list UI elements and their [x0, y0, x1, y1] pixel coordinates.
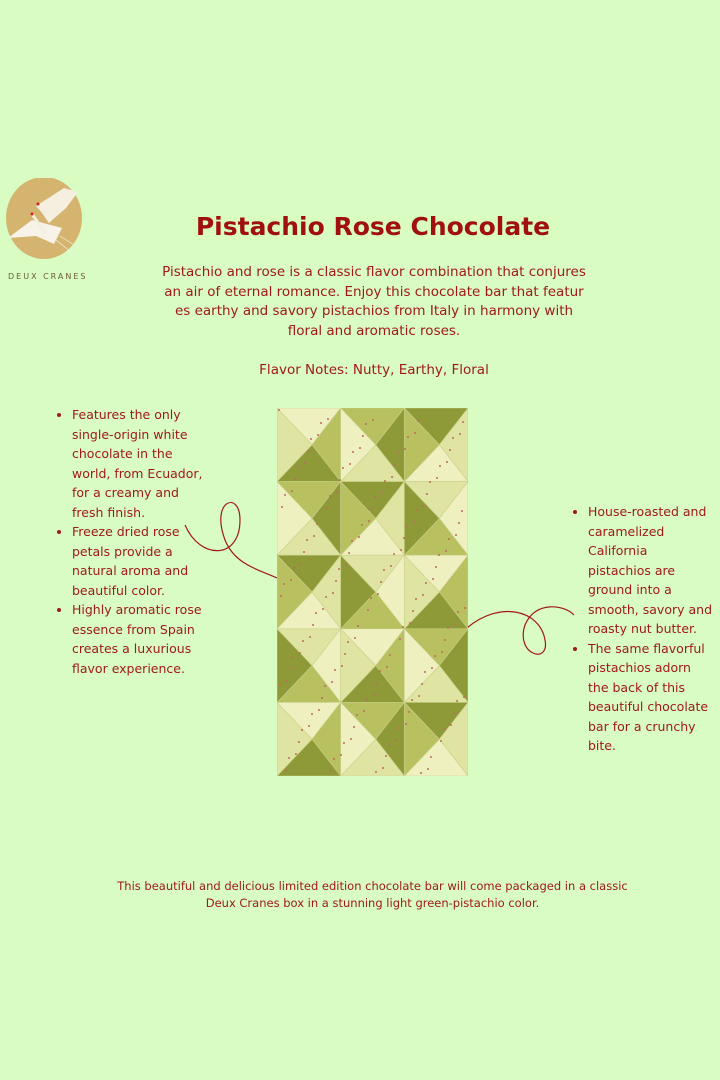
rose-petal-speck — [289, 668, 291, 670]
rose-petal-speck — [439, 465, 441, 467]
rose-petal-speck — [448, 538, 450, 540]
rose-petal-speck — [357, 625, 359, 627]
rose-petal-speck — [440, 740, 442, 742]
rose-petal-speck — [408, 711, 410, 713]
rose-petal-speck — [463, 696, 465, 698]
rose-petal-speck — [389, 654, 391, 656]
rose-petal-speck — [361, 524, 363, 526]
footer-text: This beautiful and delicious limited edition chocolate bar will come packaged in a classic Deux Cranes box in a stunning light green-pistachio color. — [117, 879, 628, 910]
rose-petal-speck — [324, 685, 326, 687]
rose-petal-speck — [326, 507, 328, 509]
rose-petal-speck — [443, 728, 445, 730]
rose-petal-speck — [356, 714, 358, 716]
rose-petal-speck — [375, 771, 377, 773]
rose-petal-speck — [371, 508, 373, 510]
rose-petal-speck — [456, 700, 458, 702]
rose-petal-speck — [458, 522, 460, 524]
chocolate-bar-image — [277, 408, 468, 776]
list-item: • Highly aromatic rose essence from Spain creates a luxurious flavor experience. — [72, 600, 210, 678]
rose-petal-speck — [302, 640, 304, 642]
rose-petal-speck — [285, 769, 287, 771]
rose-petal-speck — [311, 713, 313, 715]
rose-petal-speck — [382, 767, 384, 769]
rose-petal-speck — [284, 494, 286, 496]
rose-petal-speck — [353, 726, 355, 728]
rose-petal-speck — [462, 421, 464, 423]
rose-petal-speck — [376, 682, 378, 684]
rose-petal-speck — [405, 723, 407, 725]
rose-petal-speck — [436, 477, 438, 479]
rose-petal-speck — [454, 623, 456, 625]
rose-petal-speck — [294, 478, 296, 480]
rose-petal-speck — [383, 569, 385, 571]
rose-petal-speck — [435, 566, 437, 568]
rose-petal-speck — [291, 490, 293, 492]
rose-petal-speck — [335, 580, 337, 582]
flavor-notes: Flavor Notes: Nutty, Earthy, Floral — [259, 362, 489, 378]
rose-petal-speck — [334, 669, 336, 671]
rose-petal-speck — [380, 581, 382, 583]
rose-petal-speck — [379, 670, 381, 672]
rose-petal-speck — [459, 433, 461, 435]
rose-petal-speck — [391, 476, 393, 478]
rose-petal-speck — [395, 739, 397, 741]
list-item: • The same flavorful pistachios adorn the back of this beautiful chocolate bar for a crunchy bite. — [588, 639, 713, 756]
list-item: • Features the only single-origin white chocolate in the world, from Ecuador, for a creamy and fresh finish. — [72, 405, 210, 522]
rose-petal-speck — [330, 770, 332, 772]
rose-petal-speck — [372, 419, 374, 421]
rose-petal-speck — [344, 653, 346, 655]
rose-petal-speck — [411, 699, 413, 701]
rose-petal-speck — [417, 420, 419, 422]
rose-petal-speck — [333, 758, 335, 760]
rose-petal-speck — [343, 742, 345, 744]
rose-petal-speck — [300, 563, 302, 565]
rose-petal-speck — [416, 509, 418, 511]
rose-petal-speck — [313, 535, 315, 537]
rose-petal-speck — [368, 520, 370, 522]
rose-petal-speck — [359, 447, 361, 449]
rose-petal-speck — [354, 637, 356, 639]
rose-petal-speck — [345, 564, 347, 566]
rose-petal-speck — [441, 651, 443, 653]
rose-petal-speck — [455, 534, 457, 536]
list-item: • Freeze dried rose petals provide a natural aroma and beautiful color. — [72, 522, 210, 600]
rose-petal-speck — [398, 727, 400, 729]
intro-text: Pistachio and rose is a classic flavor combination that conjures an air of eternal romance. Enjoy this chocolate bar that featur es earthy and savory pistachios from Italy in harmony with floral and aromatic roses. — [162, 264, 586, 339]
rose-petal-speck — [446, 461, 448, 463]
rose-petal-speck — [381, 492, 383, 494]
rose-petal-speck — [394, 464, 396, 466]
rose-petal-speck — [406, 525, 408, 527]
rose-petal-speck — [388, 743, 390, 745]
page-title: Pistachio Rose Chocolate — [195, 212, 551, 241]
rose-petal-speck — [402, 626, 404, 628]
rose-petal-speck — [393, 553, 395, 555]
rose-petal-speck — [399, 638, 401, 640]
rose-petal-speck — [325, 596, 327, 598]
rose-petal-speck — [338, 568, 340, 570]
rose-petal-speck — [327, 418, 329, 420]
rose-petal-speck — [341, 665, 343, 667]
rose-petal-speck — [404, 448, 406, 450]
rose-petal-speck — [307, 450, 309, 452]
rose-petal-speck — [425, 582, 427, 584]
rose-petal-speck — [362, 435, 364, 437]
rose-petal-speck — [290, 579, 292, 581]
rose-petal-speck — [409, 622, 411, 624]
rose-petal-speck — [279, 684, 281, 686]
list-item: • House-roasted and caramelized California pistachios are ground into a smooth, savory and roasty nut butter. — [588, 502, 713, 639]
rose-petal-speck — [438, 554, 440, 556]
rose-petal-speck — [339, 479, 341, 481]
rose-petal-speck — [280, 595, 282, 597]
rose-petal-speck — [318, 709, 320, 711]
rose-petal-speck — [283, 583, 285, 585]
rose-petal-speck — [445, 550, 447, 552]
rose-petal-speck — [312, 624, 314, 626]
rose-petal-speck — [423, 505, 425, 507]
rose-petal-speck — [452, 437, 454, 439]
rose-petal-speck — [309, 636, 311, 638]
rose-petal-speck — [370, 597, 372, 599]
rose-petal-speck — [413, 521, 415, 523]
rose-petal-speck — [400, 549, 402, 551]
rose-petal-speck — [418, 695, 420, 697]
rose-petal-speck — [363, 710, 365, 712]
rose-petal-speck — [322, 608, 324, 610]
rose-petal-speck — [293, 567, 295, 569]
rose-petal-speck — [350, 738, 352, 740]
rose-petal-speck — [414, 432, 416, 434]
rose-petal-speck — [320, 422, 322, 424]
rose-petal-speck — [303, 551, 305, 553]
rose-petal-speck — [349, 463, 351, 465]
rose-petal-speck — [308, 725, 310, 727]
rose-petal-speck — [384, 480, 386, 482]
rose-petal-speck — [281, 506, 283, 508]
rose-petal-speck — [449, 449, 451, 451]
rose-petal-speck — [450, 724, 452, 726]
rose-petal-speck — [374, 496, 376, 498]
rose-petal-speck — [390, 565, 392, 567]
rose-petal-speck — [304, 462, 306, 464]
rose-petal-speck — [278, 409, 280, 411]
rose-petal-speck — [310, 438, 312, 440]
rose-petal-speck — [348, 552, 350, 554]
rose-petal-speck — [286, 680, 288, 682]
rose-petal-speck — [295, 753, 297, 755]
rose-petal-speck — [321, 697, 323, 699]
rose-petal-speck — [347, 641, 349, 643]
rose-petal-speck — [461, 510, 463, 512]
rose-petal-speck — [422, 594, 424, 596]
rose-petal-speck — [453, 712, 455, 714]
rose-petal-speck — [299, 652, 301, 654]
rose-petal-speck — [426, 493, 428, 495]
rose-petal-speck — [365, 423, 367, 425]
rose-petal-speck — [358, 536, 360, 538]
rose-petal-speck — [464, 607, 466, 609]
rose-petal-speck — [429, 481, 431, 483]
rose-petal-speck — [386, 666, 388, 668]
rose-petal-speck — [366, 698, 368, 700]
rose-petal-speck — [407, 436, 409, 438]
rose-petal-speck — [301, 729, 303, 731]
rose-petal-speck — [342, 467, 344, 469]
rose-petal-speck — [424, 671, 426, 673]
rose-petal-speck — [331, 681, 333, 683]
rose-petal-speck — [336, 491, 338, 493]
rose-petal-speck — [385, 755, 387, 757]
rose-petal-speck — [316, 523, 318, 525]
rose-petal-speck — [288, 757, 290, 759]
rose-petal-speck — [297, 466, 299, 468]
rose-petal-speck — [447, 627, 449, 629]
rose-petal-speck — [352, 451, 354, 453]
rose-petal-speck — [317, 434, 319, 436]
rose-petal-speck — [315, 612, 317, 614]
rose-petal-speck — [332, 592, 334, 594]
rose-petal-speck — [415, 598, 417, 600]
rose-petal-speck — [420, 772, 422, 774]
rose-petal-speck — [432, 578, 434, 580]
rose-petal-speck — [340, 754, 342, 756]
rose-petal-speck — [427, 768, 429, 770]
rose-petal-speck — [367, 609, 369, 611]
rose-petal-speck — [444, 639, 446, 641]
rose-petal-speck — [292, 656, 294, 658]
rose-petal-speck — [434, 655, 436, 657]
rose-petal-speck — [298, 741, 300, 743]
rose-petal-speck — [431, 667, 433, 669]
rose-petal-speck — [457, 611, 459, 613]
rose-petal-speck — [306, 539, 308, 541]
rose-petal-speck — [430, 756, 432, 758]
rose-petal-speck — [412, 610, 414, 612]
rose-petal-speck — [373, 694, 375, 696]
rose-petal-speck — [403, 537, 405, 539]
rose-petal-speck — [421, 683, 423, 685]
rose-petal-speck — [351, 540, 353, 542]
rose-petal-speck — [329, 495, 331, 497]
brand-name: DEUX CRANES — [8, 272, 88, 281]
rose-petal-speck — [397, 452, 399, 454]
rose-petal-speck — [377, 593, 379, 595]
